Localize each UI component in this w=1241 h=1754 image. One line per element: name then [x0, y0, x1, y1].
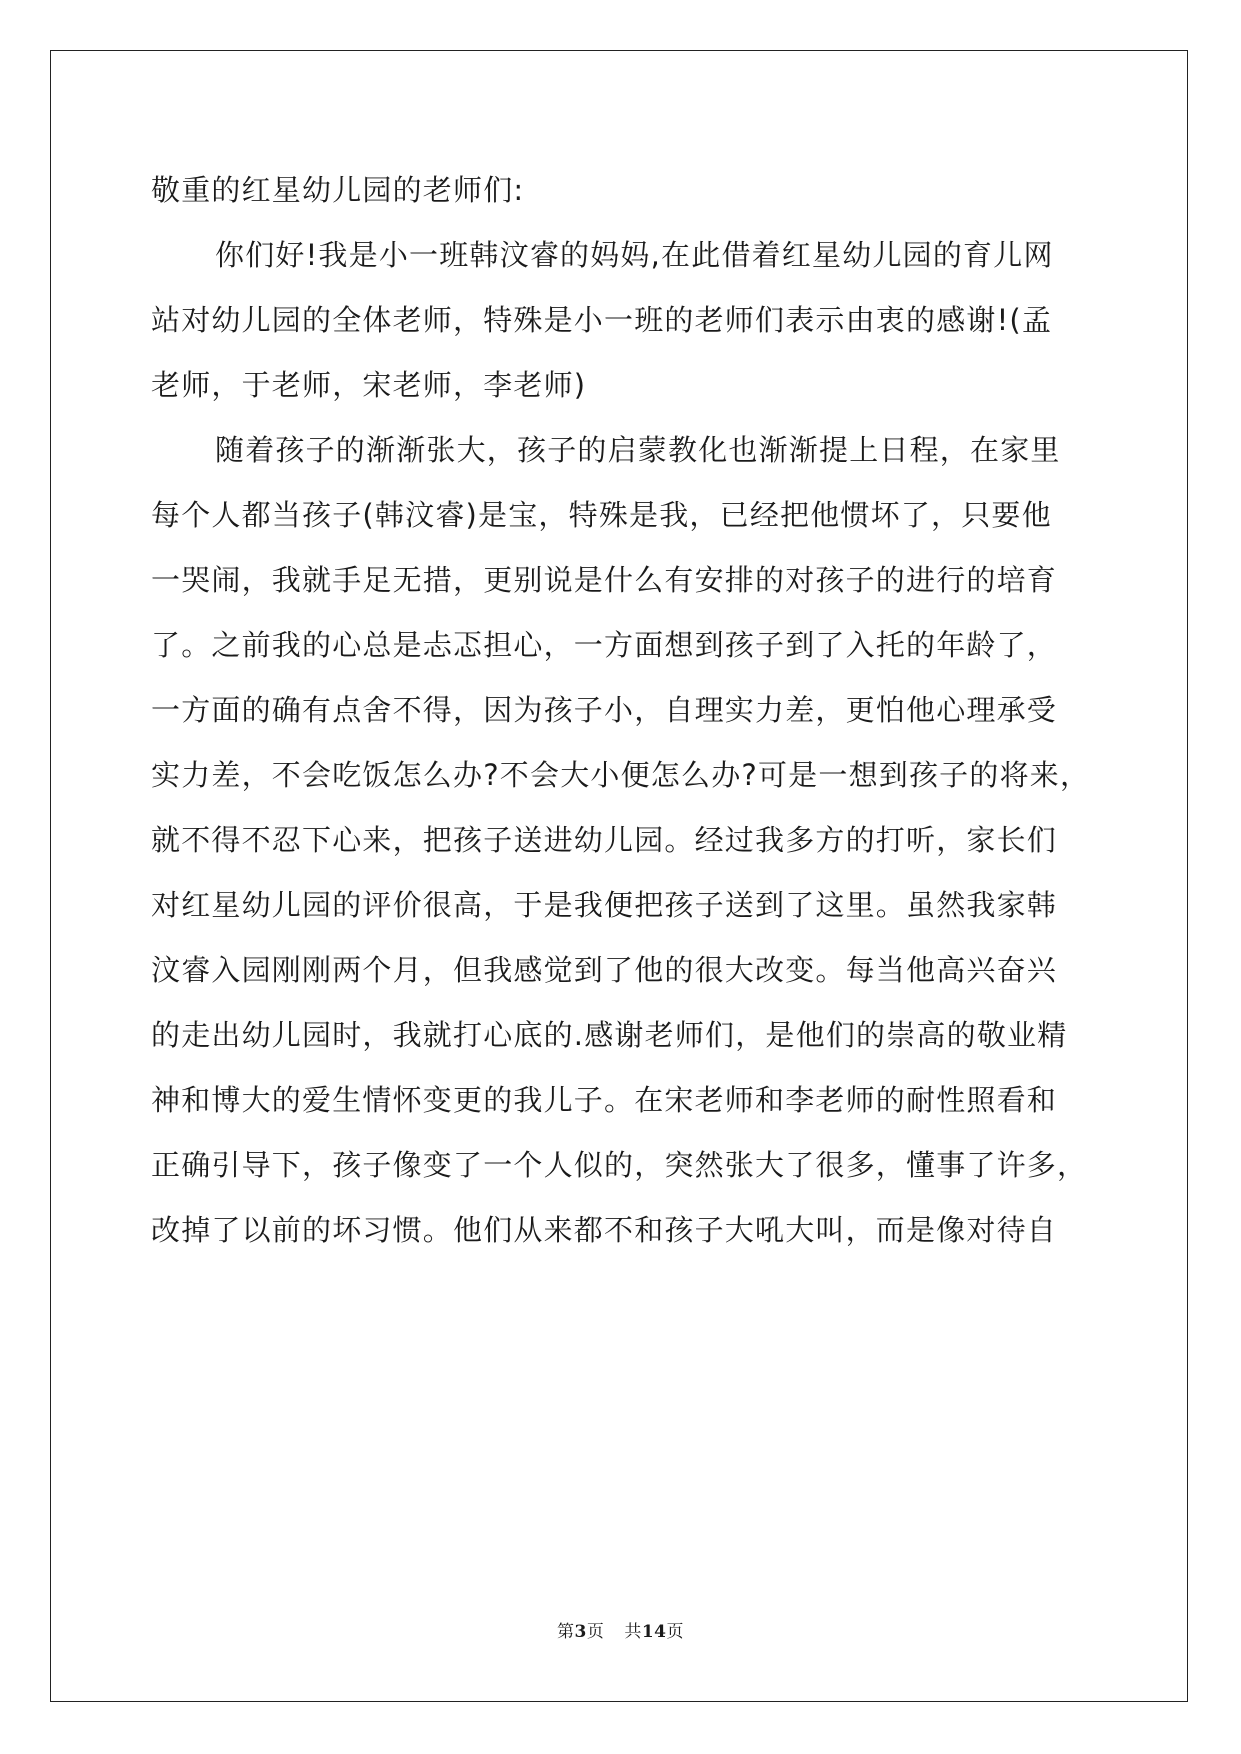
text-line: 站对幼儿园的全体老师，特殊是小一班的老师们表示由衷的感谢!(孟 — [151, 303, 1053, 337]
text-line: 老师，于老师，宋老师，李老师) — [151, 368, 587, 402]
text-line: 实力差，不会吃饭怎么办?不会大小便怎么办?可是一想到孩子的将来， — [151, 758, 1091, 792]
page-prefix: 第 — [556, 1622, 575, 1642]
text-line: 每个人都当孩子(韩汶睿)是宝，特殊是我，已经把他惯坏了，只要他 — [151, 498, 1052, 532]
text-line: 正确引导下，孩子像变了一个人似的，突然张大了很多，懂事了许多， — [151, 1148, 1088, 1182]
text-line: 一哭闹，我就手足无措，更别说是什么有安排的对孩子的进行的培育 — [151, 563, 1058, 597]
text-line: 了。之前我的心总是忐忑担心，一方面想到孩子到了入托的年龄了， — [151, 628, 1058, 662]
text-line: 对红星幼儿园的评价很高，于是我便把孩子送到了这里。虽然我家韩 — [151, 888, 1058, 922]
text-line: 你们好!我是小一班韩汶睿的妈妈,在此借着红星幼儿园的育儿网 — [215, 238, 1054, 272]
text-line: 一方面的确有点舍不得，因为孩子小，自理实力差，更怕他心理承受 — [151, 693, 1058, 727]
total-suffix: 页 — [666, 1622, 684, 1642]
current-page-number: 3 — [574, 1622, 587, 1642]
total-prefix: 共 — [624, 1622, 642, 1642]
text-line: 随着孩子的渐渐张大，孩子的启蒙教化也渐渐提上日程，在家里 — [215, 433, 1061, 467]
page-footer — [0, 1617, 1241, 1642]
text-line: 神和博大的爱生情怀变更的我儿子。在宋老师和李老师的耐性照看和 — [151, 1083, 1058, 1117]
text-line: 敬重的红星幼儿园的老师们: — [151, 173, 525, 207]
text-line: 的走出幼儿园时，我就打心底的.感谢老师们，是他们的崇高的敬业精 — [151, 1018, 1068, 1052]
text-line: 就不得不忍下心来，把孩子送进幼儿园。经过我多方的打听，家长们 — [151, 823, 1058, 857]
page-suffix: 页 — [586, 1622, 605, 1642]
text-line: 改掉了以前的坏习惯。他们从来都不和孩子大吼大叫，而是像对待自 — [151, 1213, 1058, 1247]
total-page-number: 14 — [641, 1622, 667, 1642]
text-line: 汶睿入园刚刚两个月，但我感觉到了他的很大改变。每当他高兴奋兴 — [151, 953, 1058, 987]
document-body — [151, 158, 1101, 1263]
